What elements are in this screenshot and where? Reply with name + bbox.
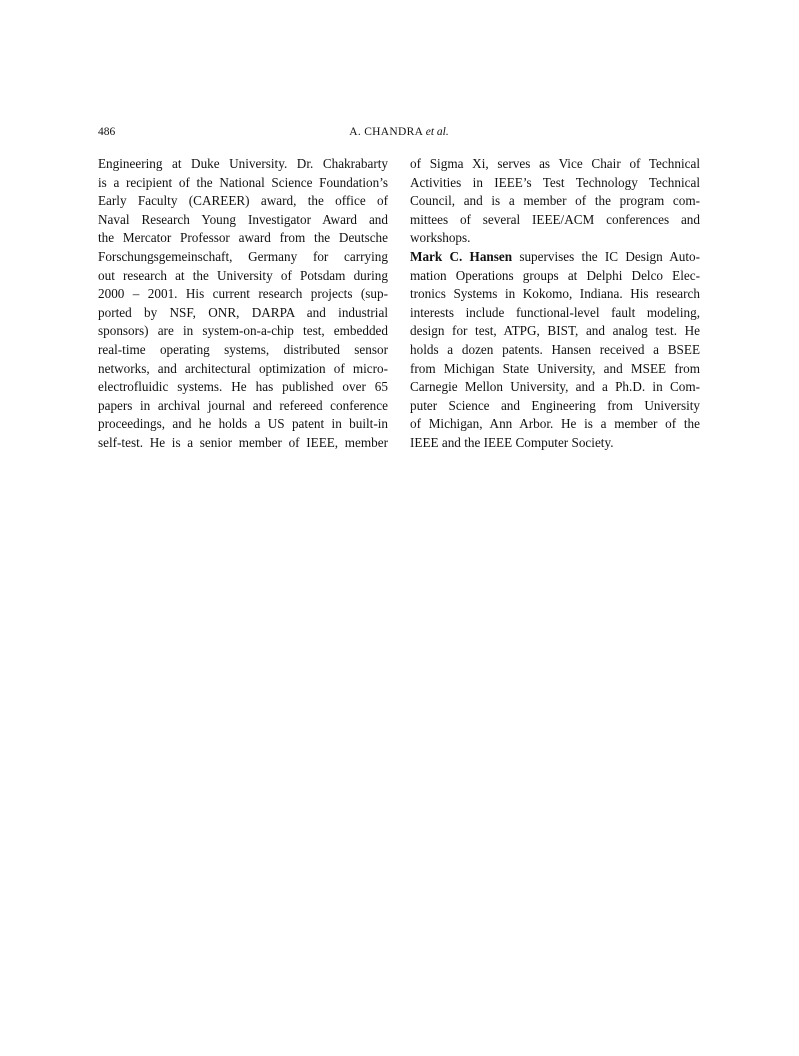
running-title (98, 124, 700, 140)
text-line: IEEE and the IEEE Computer Society. (410, 434, 614, 450)
text-span: supervises the IC Design Auto- (512, 248, 700, 264)
text-line: mation Operations groups at Delphi Delco Elec- (410, 267, 700, 283)
text-line: holds a dozen patents. Hansen received a BSEE (410, 341, 700, 357)
author-name-hansen: Mark C. Hansen (410, 248, 513, 264)
running-header (98, 124, 700, 140)
text-line: Council, and is a member of the program com- (410, 193, 700, 209)
text-line: Early Faculty (CAREER) award, the office of (98, 193, 388, 209)
text-line: Activities in IEEE’s Test Technology Technical (410, 174, 700, 190)
text-line: Forschungsgemeinschaft, Germany for carrying (98, 248, 388, 264)
text-line: of Sigma Xi, serves as Vice Chair of Technical (410, 156, 700, 171)
text-line: real-time operating systems, distributed sensor (98, 341, 388, 357)
text-line: Carnegie Mellon University, and a Ph.D. in Com- (410, 379, 700, 395)
text-line: interests include functional-level fault modeling, (410, 304, 700, 320)
text-line: electrofluidic systems. He has published over 65 (98, 379, 388, 395)
text-line: ported by NSF, ONR, DARPA and industrial (98, 304, 388, 320)
text-line: papers in archival journal and refereed conference (98, 397, 388, 413)
text-line: Engineering at Duke University. Dr. Chakrabarty (98, 156, 388, 171)
text-line: from Michigan State University, and MSEE from (410, 360, 700, 376)
text-line: sponsors) are in system-on-a-chip test, embedded (98, 323, 388, 339)
page-number: 486 (98, 126, 116, 138)
biography-hansen-first-line (410, 248, 700, 267)
right-column (410, 155, 700, 453)
text-line: is a recipient of the National Science Foundation’s (98, 174, 388, 190)
text-line: of Michigan, Ann Arbor. He is a member of the (410, 416, 700, 432)
text-line: networks, and architectural optimization of micro- (98, 360, 388, 376)
text-line: design for test, ATPG, BIST, and analog test. He (410, 323, 700, 339)
text-line: workshops. (410, 230, 471, 246)
text-line: self-test. He is a senior member of IEEE, member (98, 434, 388, 450)
text-line: mittees of several IEEE/ACM conferences and (410, 211, 700, 227)
text-line: tronics Systems in Kokomo, Indiana. His research (410, 286, 700, 302)
running-title-etal: et al. (425, 126, 449, 138)
text-line: Naval Research Young Investigator Award and (98, 211, 388, 227)
text-line: proceedings, and he holds a US patent in built-in (98, 416, 388, 432)
text-line: puter Science and Engineering from University (410, 397, 700, 413)
text-line: out research at the University of Potsdam during (98, 267, 388, 283)
text-line: 2000 – 2001. His current research projects (sup- (98, 286, 388, 302)
left-column-biography-chakrabarty (98, 155, 388, 453)
text-line: the Mercator Professor award from the Deutsche (98, 230, 388, 246)
running-title-authors: A. CHANDRA (349, 126, 423, 138)
